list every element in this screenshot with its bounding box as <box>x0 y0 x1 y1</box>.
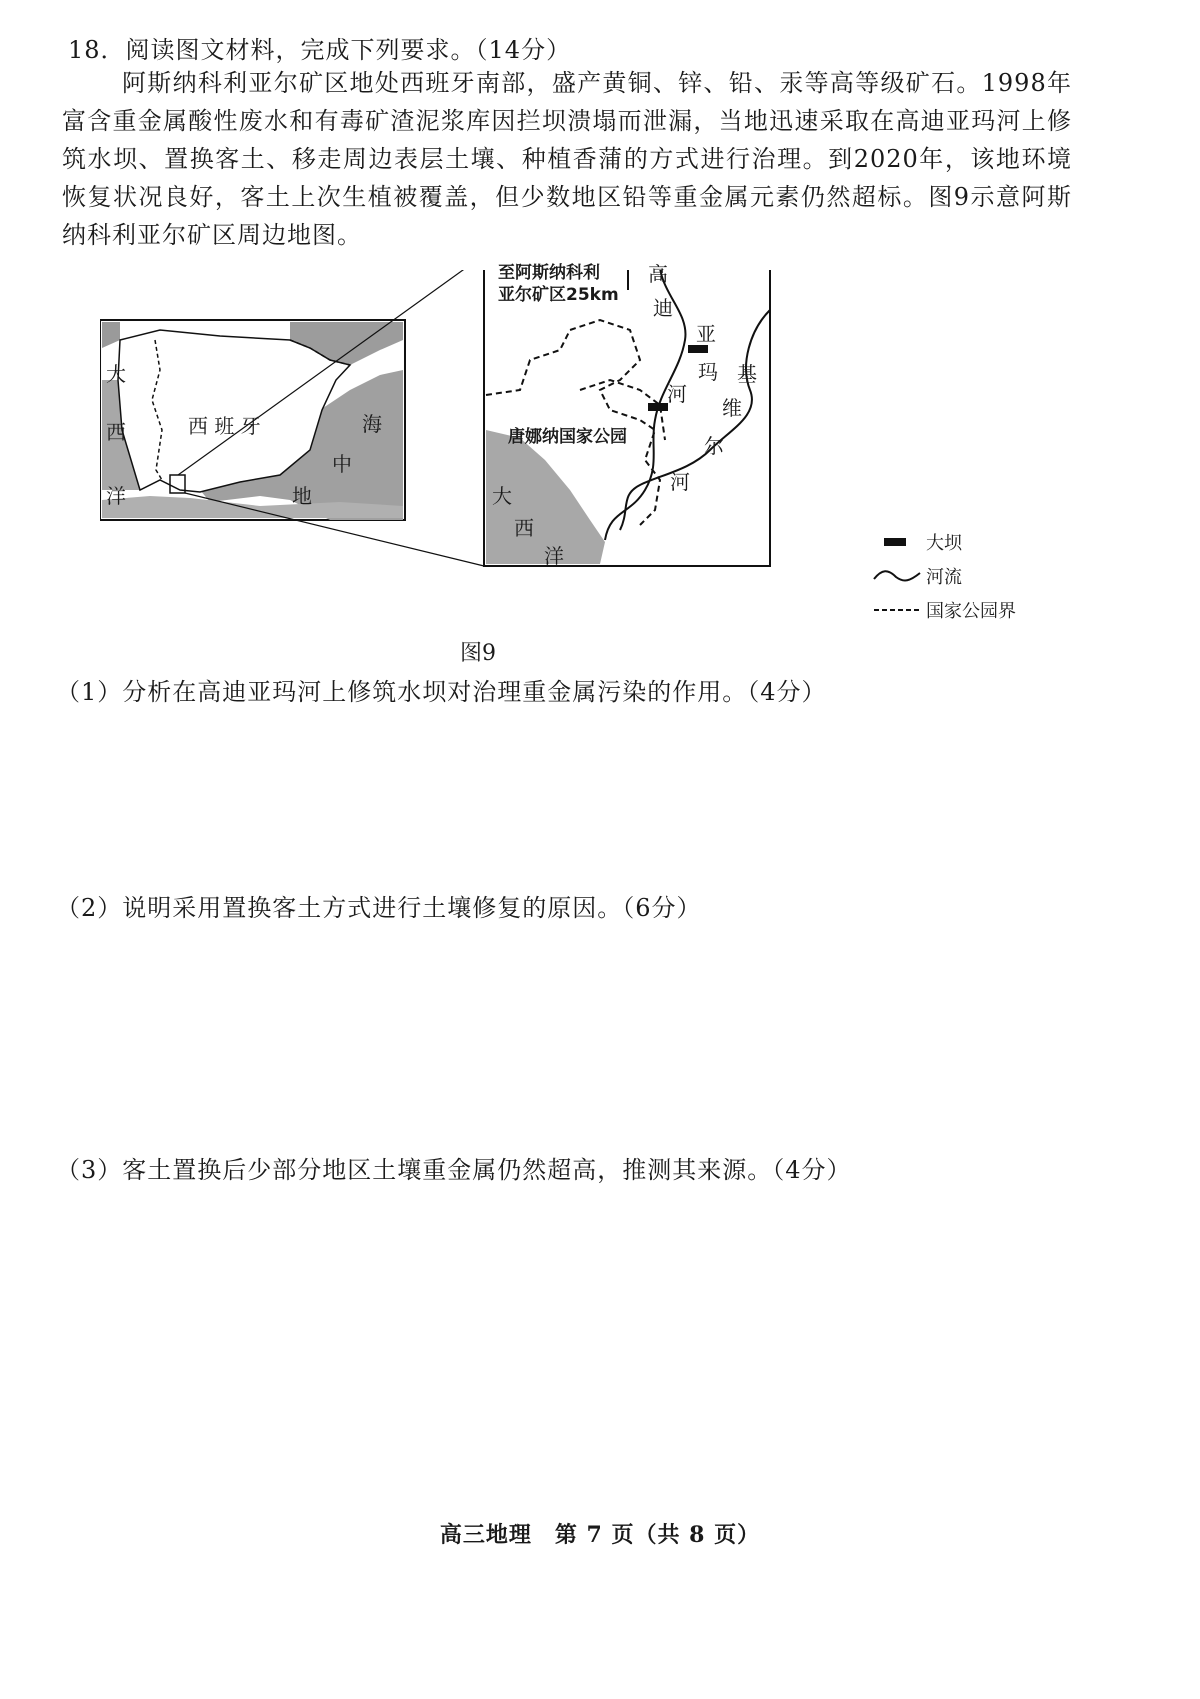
detail-ocean-label-2: 西 <box>514 516 534 540</box>
detail-ocean-label-1: 大 <box>492 484 512 508</box>
overview-spain-label: 西 班 牙 <box>188 414 261 438</box>
legend-park-boundary <box>870 593 1070 627</box>
guadalquivir-label-1: 基 <box>737 362 757 386</box>
overview-sea-label-3: 地 <box>292 484 312 508</box>
map-legend <box>870 525 1070 627</box>
direction-note-line2: 亚尔矿区25km <box>498 285 619 305</box>
overview-atlantic-label-3: 洋 <box>106 484 126 508</box>
legend-dam-label: 大坝 <box>926 533 962 554</box>
legend-river-label: 河流 <box>926 567 962 588</box>
figure-caption: 图9 <box>460 641 496 666</box>
guadalquivir-label-2: 维 <box>722 396 742 420</box>
detail-ocean-label-3: 洋 <box>544 544 564 568</box>
guadalquivir-label-3: 尔 <box>704 434 724 458</box>
legend-river <box>870 559 1070 593</box>
sub-question-2: （2）说明采用置换客土方式进行土壤修复的原因。（6分） <box>56 894 702 922</box>
gaudiamar-label-2: 迪 <box>653 296 673 320</box>
park-name-label: 唐娜纳国家公园 <box>508 427 627 447</box>
map-figure <box>100 270 980 630</box>
overview-sea-label-1: 海 <box>362 412 382 436</box>
overview-atlantic-label-2: 西 <box>106 420 126 444</box>
sub-question-3: （3）客土置换后少部分地区土壤重金属仍然超高，推测其来源。（4分） <box>56 1156 852 1184</box>
gaudiamar-label-1: 高 <box>648 262 668 286</box>
overview-sea-label-2: 中 <box>332 452 352 476</box>
overview-atlantic-label-1: 大 <box>106 362 126 386</box>
question-passage: 阿斯纳科利亚尔矿区地处西班牙南部，盛产黄铜、锌、铅、汞等高等级矿石。1998年富含重金属酸性废水和有毒矿渣泥浆库因拦坝溃塌而泄漏，当地迅速采取在高迪亚玛河上修筑水坝、置换客土、移走周边表层土壤、种植香蒲的方式进行治理。到2020年，该地环境恢复状况良好，客土上次生植被覆盖，但少数地区铅等重金属元素仍然超标。图9示意阿斯纳科利亚尔矿区周边地图。 <box>62 69 1072 249</box>
page-footer: 高三地理 第 7 页（共 8 页） <box>439 1522 761 1548</box>
guadalquivir-label-4: 河 <box>670 470 690 494</box>
dam-2 <box>648 403 668 411</box>
question-title: 18．阅读图文材料，完成下列要求。（14分） <box>68 36 572 64</box>
gaudiamar-label-3: 亚 <box>696 322 716 346</box>
sub-question-1: （1）分析在高迪亚玛河上修筑水坝对治理重金属污染的作用。（4分） <box>56 678 827 706</box>
legend-dam <box>870 525 1070 559</box>
river-legend-icon <box>870 567 926 585</box>
direction-note-line1: 至阿斯纳科利 <box>498 263 600 283</box>
figure-9 <box>100 262 1016 630</box>
gaudiamar-label-5: 河 <box>667 382 687 406</box>
gaudiamar-label-4: 玛 <box>698 360 718 384</box>
legend-park-boundary-label: 国家公园界 <box>926 601 1016 622</box>
park-boundary-legend-icon <box>870 601 926 619</box>
dam-legend-icon <box>870 533 926 551</box>
